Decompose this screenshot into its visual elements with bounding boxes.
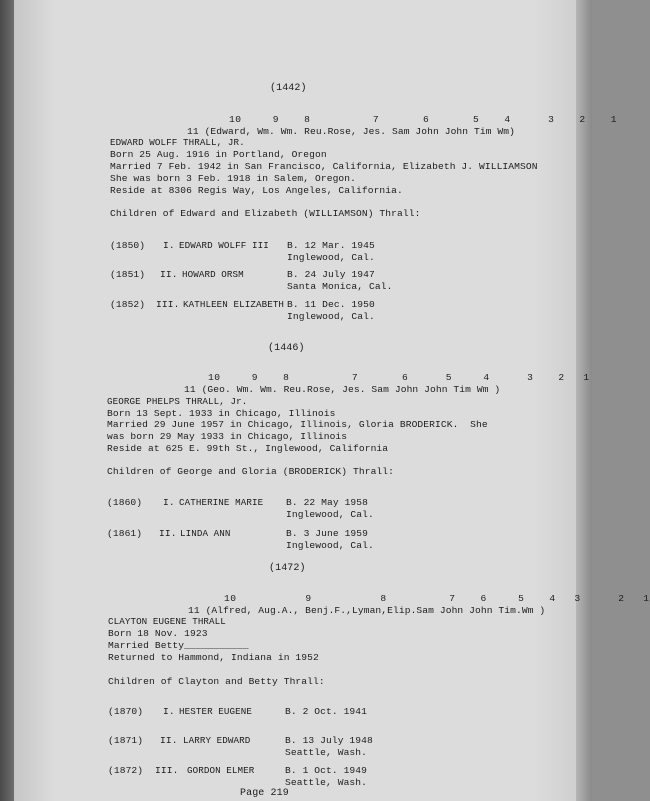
detail-line: Married Betty___________ — [108, 640, 249, 651]
section-header: (1472) — [269, 563, 306, 574]
child-birth: B. 13 July 1948 — [285, 735, 373, 746]
detail-line: Born 25 Aug. 1916 in Portland, Oregon — [110, 149, 327, 160]
child-birth: B. 12 Mar. 1945 — [287, 240, 375, 251]
child-ordinal: I. — [163, 240, 175, 251]
page-header: (1442) — [270, 83, 307, 94]
child-name: HOWARD ORSM — [182, 269, 244, 280]
lineage-line: 11 (Edward, Wm. Wm. Reu.Rose, Jes. Sam John John Tim Wm) — [187, 126, 516, 137]
child-number: (1860) — [107, 497, 143, 508]
child-number: (1872) — [108, 765, 144, 776]
child-birth: B. 2 Oct. 1941 — [285, 706, 368, 717]
child-name: LINDA ANN — [180, 528, 231, 539]
child-ordinal: I. — [163, 497, 175, 508]
child-number: (1850) — [110, 240, 146, 251]
children-heading: Children of George and Gloria (BRODERICK) Thrall: — [107, 466, 395, 477]
child-name: HESTER EUGENE — [179, 706, 252, 717]
generation-numbers: 10 9 8 7 6 5 4 3 2 1 — [224, 593, 650, 604]
child-place: Inglewood, Cal. — [286, 540, 374, 551]
detail-line: was born 29 May 1933 in Chicago, Illinois — [107, 431, 348, 442]
child-ordinal: I. — [163, 706, 175, 717]
generation-numbers: 10 9 8 7 6 5 4 3 2 1 — [229, 114, 617, 125]
child-number: (1861) — [107, 528, 143, 539]
child-ordinal: II. — [160, 735, 178, 746]
child-place: Inglewood, Cal. — [287, 311, 375, 322]
child-place: Inglewood, Cal. — [286, 509, 374, 520]
page-footer: Page 219 — [240, 788, 289, 799]
child-name: LARRY EDWARD — [183, 735, 251, 746]
children-heading: Children of Edward and Elizabeth (WILLIAMSON) Thrall: — [110, 208, 421, 219]
detail-line: Married 29 June 1957 in Chicago, Illinois, Gloria BRODERICK. She — [107, 419, 488, 430]
child-name: CATHERINE MARIE — [179, 497, 264, 508]
child-name: KATHLEEN ELIZABETH — [183, 299, 285, 310]
child-number: (1871) — [108, 735, 144, 746]
child-number: (1851) — [110, 269, 146, 280]
detail-line: Reside at 8306 Regis Way, Los Angeles, California. — [110, 185, 403, 196]
child-birth: B. 11 Dec. 1950 — [287, 299, 375, 310]
child-place: Santa Monica, Cal. — [287, 281, 393, 292]
child-ordinal: II. — [160, 269, 178, 280]
detail-line: Married 7 Feb. 1942 in San Francisco, California, Elizabeth J. WILLIAMSON — [110, 161, 538, 172]
scan-shadow-left — [0, 0, 14, 801]
detail-line: She was born 3 Feb. 1918 in Salem, Oregon. — [110, 173, 357, 184]
children-heading: Children of Clayton and Betty Thrall: — [108, 676, 325, 687]
detail-line: Born 13 Sept. 1933 in Chicago, Illinois — [107, 408, 336, 419]
person-name: GEORGE PHELPS THRALL, Jr. — [107, 396, 248, 407]
detail-line: Returned to Hammond, Indiana in 1952 — [108, 652, 319, 663]
generation-numbers: 10 9 8 7 6 5 4 3 2 1 — [208, 372, 590, 383]
child-name: GORDON ELMER — [187, 765, 255, 776]
person-name: CLAYTON EUGENE THRALL — [108, 616, 226, 627]
child-birth: B. 22 May 1958 — [286, 497, 369, 508]
child-number: (1852) — [110, 299, 146, 310]
child-name: EDWARD WOLFF III — [179, 240, 269, 251]
person-name: EDWARD WOLFF THRALL, JR. — [110, 137, 245, 148]
child-ordinal: III. — [156, 299, 180, 310]
lineage-line: 11 (Alfred, Aug.A., Benj.F.,Lyman,Elip.Sam John John Tim.Wm ) — [188, 605, 546, 616]
detail-line: Reside at 625 E. 99th St., Inglewood, California — [107, 443, 389, 454]
child-birth: B. 1 Oct. 1949 — [285, 765, 368, 776]
child-place: Seattle, Wash. — [285, 747, 368, 758]
child-ordinal: III. — [155, 765, 179, 776]
child-number: (1870) — [108, 706, 144, 717]
child-place: Inglewood, Cal. — [287, 252, 375, 263]
section-header: (1446) — [268, 343, 305, 354]
child-ordinal: II. — [159, 528, 177, 539]
child-birth: B. 3 June 1959 — [286, 528, 369, 539]
child-birth: B. 24 July 1947 — [287, 269, 375, 280]
child-place: Seattle, Wash. — [285, 777, 368, 788]
detail-line: Born 18 Nov. 1923 — [108, 628, 208, 639]
lineage-line: 11 (Geo. Wm. Wm. Reu.Rose, Jes. Sam John John Tim Wm ) — [184, 384, 501, 395]
